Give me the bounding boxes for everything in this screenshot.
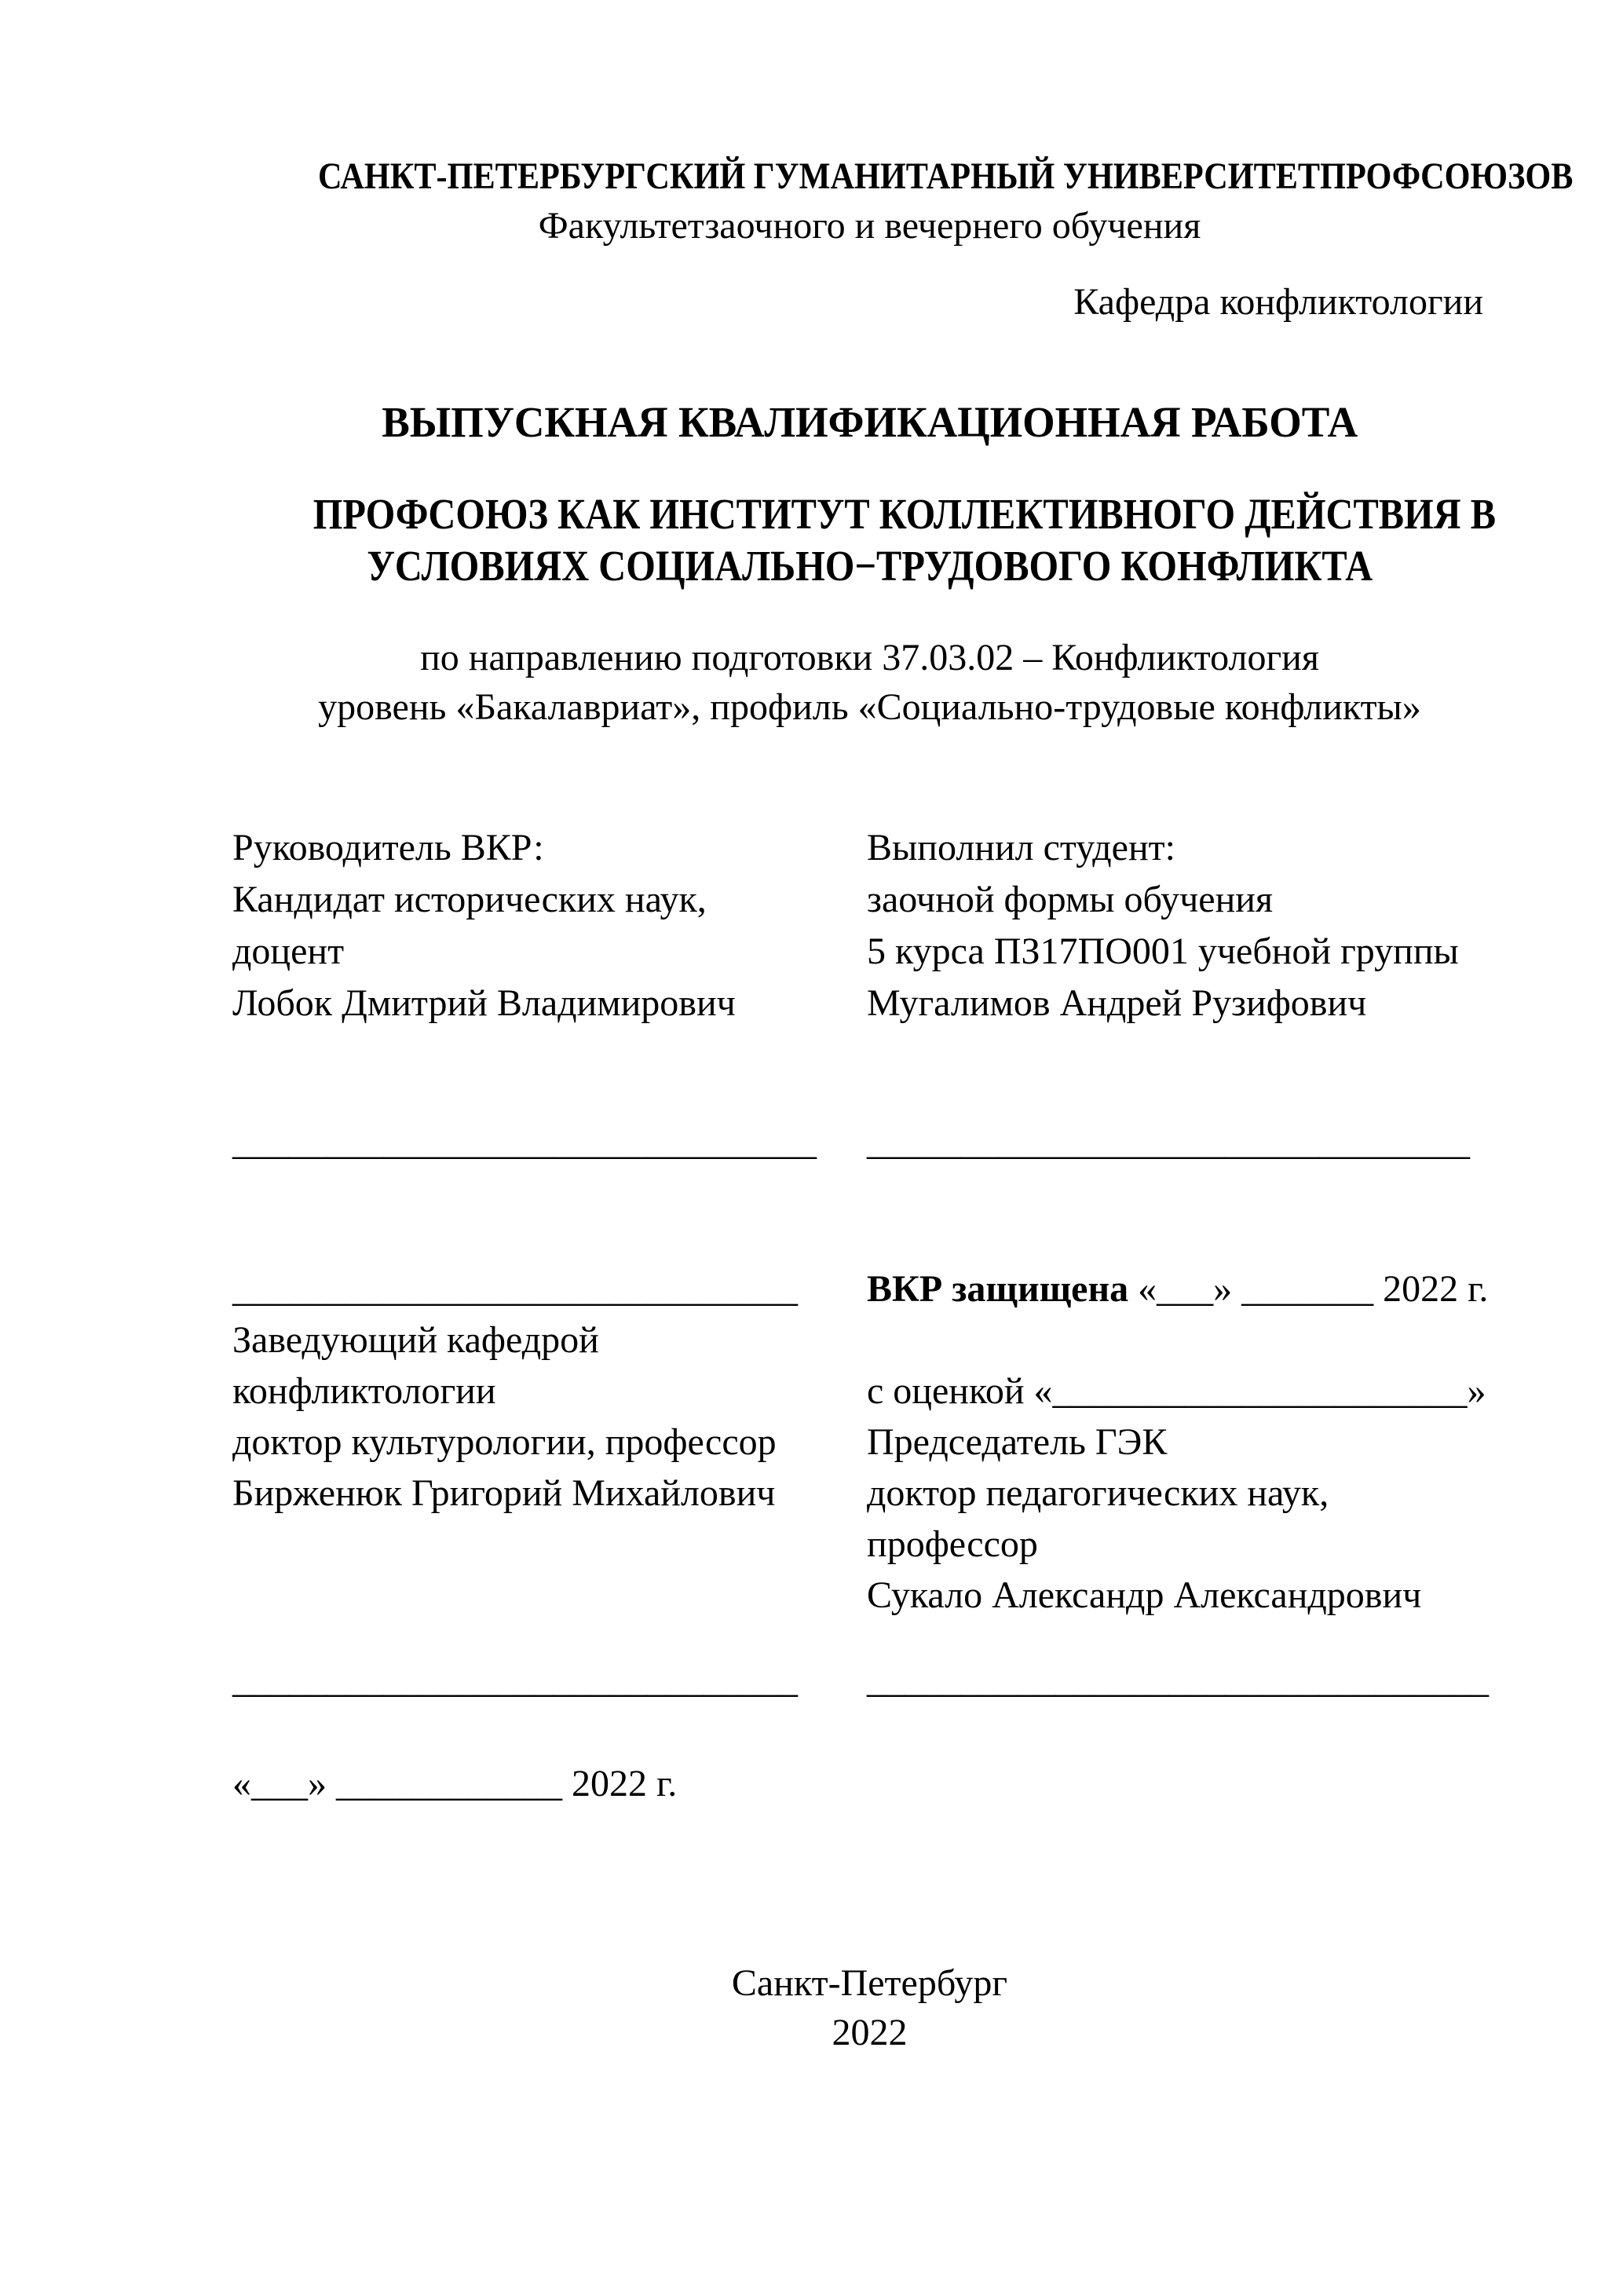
head-date-line	[232, 1759, 1507, 1808]
chairman-label: Председатель ГЭК	[867, 1421, 1168, 1463]
work-type-label: ВЫПУСКНАЯ КВАЛИФИКАЦИОННАЯ РАБОТА	[382, 398, 1358, 446]
empty-cell	[232, 1519, 867, 1570]
head-position-line2: конфликтологии	[232, 1370, 496, 1412]
student-group: 5 курса ПЗ17ПО001 учебной группы	[867, 930, 1459, 972]
supervisor-name: Лобок Дмитрий Владимирович	[232, 982, 736, 1024]
empty-cell	[232, 1570, 867, 1621]
supervisor-degree: Кандидат исторических наук,	[232, 879, 707, 920]
defense-grade-line: с оценкой «______________________»	[867, 1370, 1486, 1412]
thesis-title	[232, 489, 1507, 593]
university-header	[232, 152, 1574, 250]
footer-block	[232, 1958, 1507, 2057]
supervisor-student-block	[232, 822, 1507, 1029]
program-direction: по направлению подготовки 37.03.02 – Конфликтология	[420, 637, 1319, 678]
defense-date-line	[867, 1263, 1507, 1314]
empty-cell	[867, 1314, 1507, 1366]
university-name: САНКТ-ПЕТЕРБУРГСКИЙ ГУМАНИТАРНЫЙ УНИВЕРСИТЕТПРОФСОЮЗОВ	[317, 155, 1574, 197]
footer-year: 2022	[832, 2012, 908, 2053]
signature-row-2	[232, 1654, 1507, 1706]
head-signature-line-2: ______________________________	[232, 1659, 798, 1701]
student-label: Выполнил студент:	[867, 827, 1175, 868]
student-name: Мугалимов Андрей Рузифович	[867, 982, 1367, 1024]
program-block	[232, 633, 1507, 732]
supervisor-signature-line: _______________________________	[232, 1121, 817, 1163]
department-name: Кафедра конфликтологии	[1073, 281, 1483, 323]
head-signature-line: ______________________________	[232, 1268, 798, 1310]
head-name: Бирженюк Григорий Михайлович	[232, 1472, 776, 1514]
chairman-degree: доктор педагогических наук,	[867, 1472, 1329, 1514]
head-date-blank: «___» ____________ 2022 г.	[232, 1763, 678, 1804]
head-position-line1: Заведующий кафедрой	[232, 1319, 599, 1361]
supervisor-position: доцент	[232, 930, 345, 972]
chairman-position: профессор	[867, 1523, 1038, 1565]
footer-city: Санкт-Петербург	[731, 1962, 1008, 2004]
defense-date-blank: «___» _______ 2022 г.	[1138, 1268, 1489, 1310]
student-form: заочной формы обучения	[867, 879, 1274, 920]
student-signature-line: ________________________________	[867, 1121, 1470, 1163]
thesis-title-line2: УСЛОВИЯХ СОЦИАЛЬНО−ТРУДОВОГО КОНФЛИКТА	[367, 542, 1373, 590]
thesis-title-line1: ПРОФСОЮЗ КАК ИНСТИТУТ КОЛЛЕКТИВНОГО ДЕЙСТВИЯ В	[313, 490, 1496, 538]
signature-row-1	[232, 1117, 1507, 1168]
supervisor-label: Руководитель ВКР:	[232, 827, 544, 868]
faculty-name: Факультетзаочного и вечернего обучения	[538, 205, 1201, 247]
chairman-signature-line: _________________________________	[867, 1659, 1489, 1701]
university-name-line	[232, 152, 1574, 201]
head-defense-block	[232, 1263, 1507, 1621]
defense-label: ВКР защищена	[867, 1268, 1129, 1310]
chairman-name: Сукало Александр Александрович	[867, 1574, 1422, 1616]
page-content	[232, 0, 1574, 2296]
program-level-profile: уровень «Бакалавриат», профиль «Социально-трудовые конфликты»	[318, 686, 1421, 728]
head-degree: доктор культурологии, профессор	[232, 1421, 777, 1463]
department-line	[232, 277, 1507, 327]
work-type-line	[232, 397, 1507, 449]
